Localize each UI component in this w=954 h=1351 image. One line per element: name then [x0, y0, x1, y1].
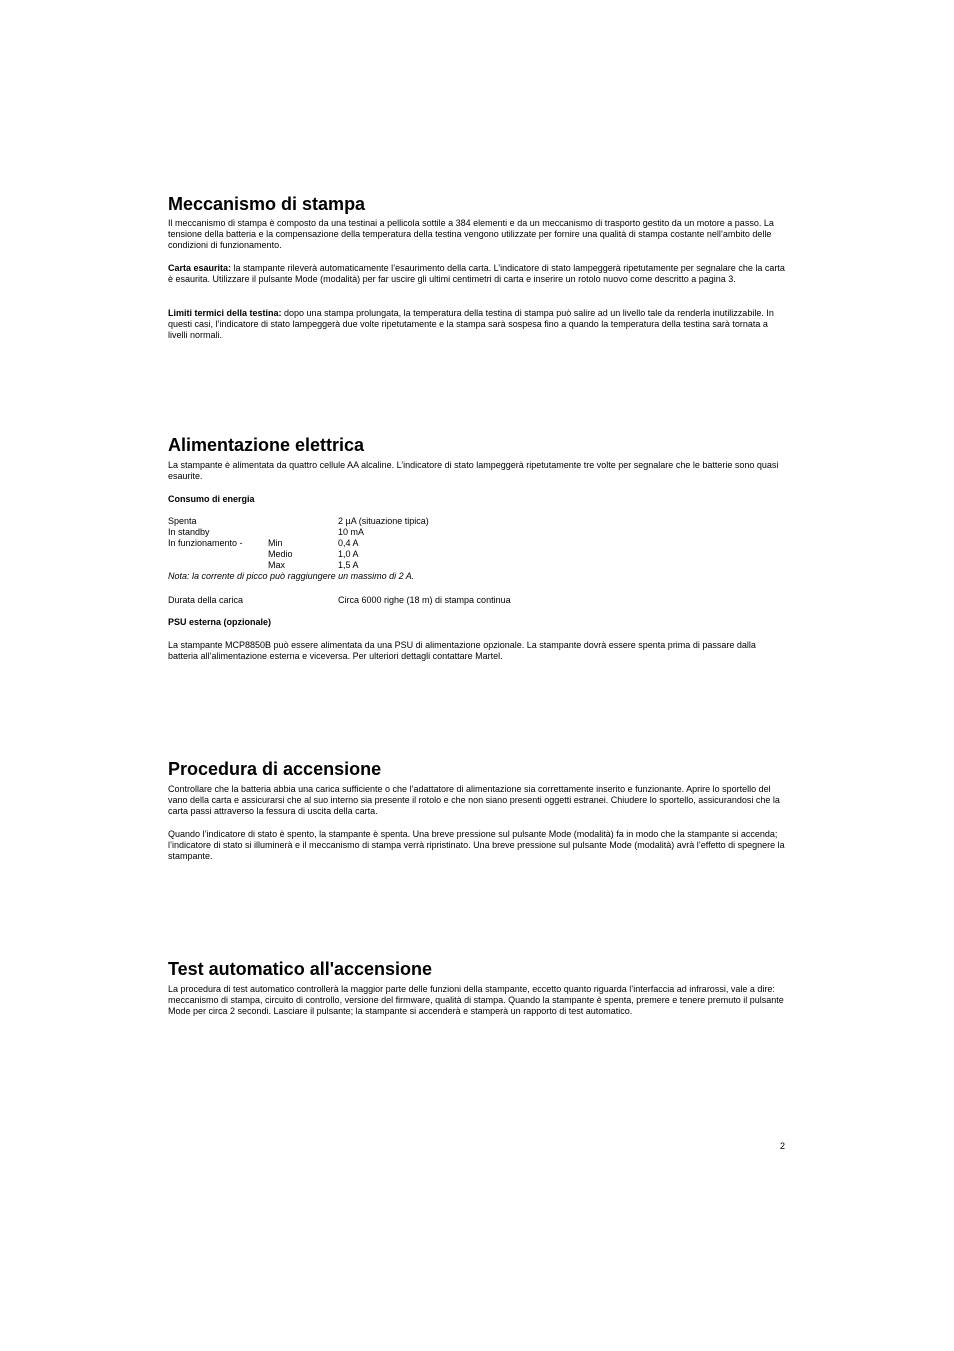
row-state: In standby [168, 527, 210, 537]
heading-meccanismo: Meccanismo di stampa [168, 194, 366, 214]
row-value: 0,4 A [338, 538, 359, 548]
row-value: 1,0 A [338, 549, 359, 559]
table-row [168, 560, 786, 571]
table-row [168, 527, 786, 538]
mech-paragraph-carta [168, 263, 786, 285]
table-row [168, 549, 786, 560]
psu-label: PSU esterna (opzionale) [168, 617, 272, 627]
psu-paragraph: La stampante MCP8850B può essere alimentata da una PSU di alimentazione opzionale. La stampante dovrà essere spenta prima di passare dalla batteria all’alimentazione esterna e viceversa. Per ulteriori dettagli contattare Martel. [168, 640, 756, 661]
heading-procedura: Procedura di accensione [168, 759, 382, 779]
row-level: Max [268, 560, 286, 570]
limiti-text: dopo una stampa prolungata, la temperatura della testina di stampa può salire ad un livello tale da renderla inutilizzabile. In questi casi, l’indicatore di stato lampeggerà due volte ripetutamente e la stampa sarà sospesa fino a quando la temperatura della testina sarà tornata a livelli normali. [168, 308, 774, 340]
table-row [168, 516, 786, 527]
power-paragraph-1: La stampante è alimentata da quattro cellule AA alcaline. L’indicatore di stato lampeggerà ripetutamente tre volte per segnalare che le batterie sono quasi esaurite. [168, 460, 779, 481]
mech-paragraph-1: Il meccanismo di stampa è composto da una testinai a pellicola sottile a 384 elementi e da un meccanismo di trasporto gestito da un motore a passo. La tensione della batteria e la compensazione della temperatura della testina vengono utilizzate per fornire una qualità di stampa costante nell’ambito delle condizioni di funzionamento. [168, 218, 774, 250]
heading-test-automatico: Test automatico all'accensione [168, 959, 433, 979]
mech-paragraph-limiti [168, 308, 786, 341]
limiti-label: Limiti termici della testina: [168, 308, 282, 318]
row-state: In funzionamento - [168, 538, 243, 548]
row-level: Min [268, 538, 283, 548]
row-value: 1,5 A [338, 560, 359, 570]
carta-text: la stampante rileverà automaticamente l’esaurimento della carta. L’indicatore di stato lampeggerà ripetutamente per segnalare che la carta è esaurita. Utilizzare il pulsante Mode (modalità) per far uscire gli ultimi centimetri di carta e inserire un rotolo nuovo come descritto a pagina 3. [168, 263, 785, 284]
duration-value: Circa 6000 righe (18 m) di stampa continua [338, 595, 511, 605]
heading-alimentazione: Alimentazione elettrica [168, 435, 365, 455]
duration-row [168, 595, 786, 606]
startup-paragraph-1: Controllare che la batteria abbia una carica sufficiente o che l’adattatore di alimentazione sia correttamente inserito e funzionante. Aprire lo sportello del vano della carta e assicurarsi che al suo interno sia presente il rotolo e che non siano presenti oggetti estranei. Chiudere lo sportello, assicurandosi che la carta passi attraverso la fessura di uscita della carta. [168, 784, 780, 816]
selftest-paragraph: La procedura di test automatico controllerà la maggior parte delle funzioni della stampante, eccetto quanto riguarda l’interfaccia ad infrarossi, vale a dire: meccanismo di stampa, circuito di controllo, versione del firmware, qualità di stampa. Quando la stampante è spenta, premere e tenere premuto il pulsante Mode per circa 2 secondi. Lasciare il pulsante; la stampante si accenderà e stamperà un rapporto di test automatico. [168, 984, 784, 1016]
row-level: Medio [268, 549, 293, 559]
peak-current-note: Nota: la corrente di picco può raggiungere un massimo di 2 A. [168, 571, 415, 581]
duration-label: Durata della carica [168, 595, 244, 605]
startup-paragraph-2: Quando l’indicatore di stato è spento, la stampante è spenta. Una breve pressione sul pulsante Mode (modalità) fa in modo che la stampante si accenda; l’indicatore di stato si illuminerà e il meccanismo di stampa verrà ripristinato. Una breve pressione sul pulsante Mode (modalità) avrà l’effetto di spegnere la stampante. [168, 829, 785, 861]
row-value: 10 mA [338, 527, 365, 537]
row-state: Spenta [168, 516, 197, 526]
consumption-label: Consumo di energia [168, 494, 255, 504]
consumption-table [168, 516, 786, 582]
row-value: 2 µA (situazione tipica) [338, 516, 429, 526]
page-number: 2 [780, 1141, 786, 1151]
carta-label: Carta esaurita: [168, 263, 232, 273]
table-row [168, 538, 786, 549]
